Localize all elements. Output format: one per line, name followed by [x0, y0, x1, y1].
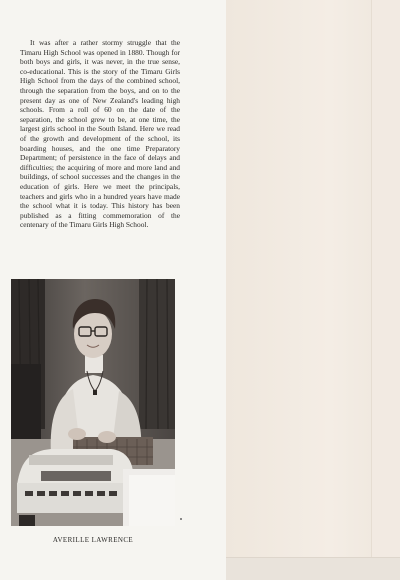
cover-spine-edge — [371, 0, 400, 580]
author-photo — [11, 279, 175, 526]
book-cover — [226, 0, 400, 580]
cover-bottom-edge — [226, 557, 400, 580]
flap-blurb-text: It was after a rather stormy struggle that the Timaru High School was opened in 1880. Though for both boys and girls, it was never, in the true sense, co-educational. This is the story of the Timaru Girls High School from the days of the combined school, through the separation from the boys, and on to the present day as one of New Zealand's leading high schools. From a roll of 60 on the date of the separation, the school grew to be, at one time, the largest girls school in the South Island. Here we read of the growth and development of the school, its boarding houses, and the one time Preparatory Department; of persistence in the face of delays and difficulties; the acquiring of more and more land and buildings, of school successes and the changes in the education of girls. Here we meet the principals, teachers and girls who in a hundred years have made the school what it is today. This history has been published as a fitting commemoration of the centenary of the Timaru Girls High School. — [20, 38, 180, 230]
photo-caption: AVERILLE LAWRENCE — [52, 536, 134, 544]
print-mark — [180, 518, 182, 520]
author-photo-illustration — [11, 279, 175, 526]
